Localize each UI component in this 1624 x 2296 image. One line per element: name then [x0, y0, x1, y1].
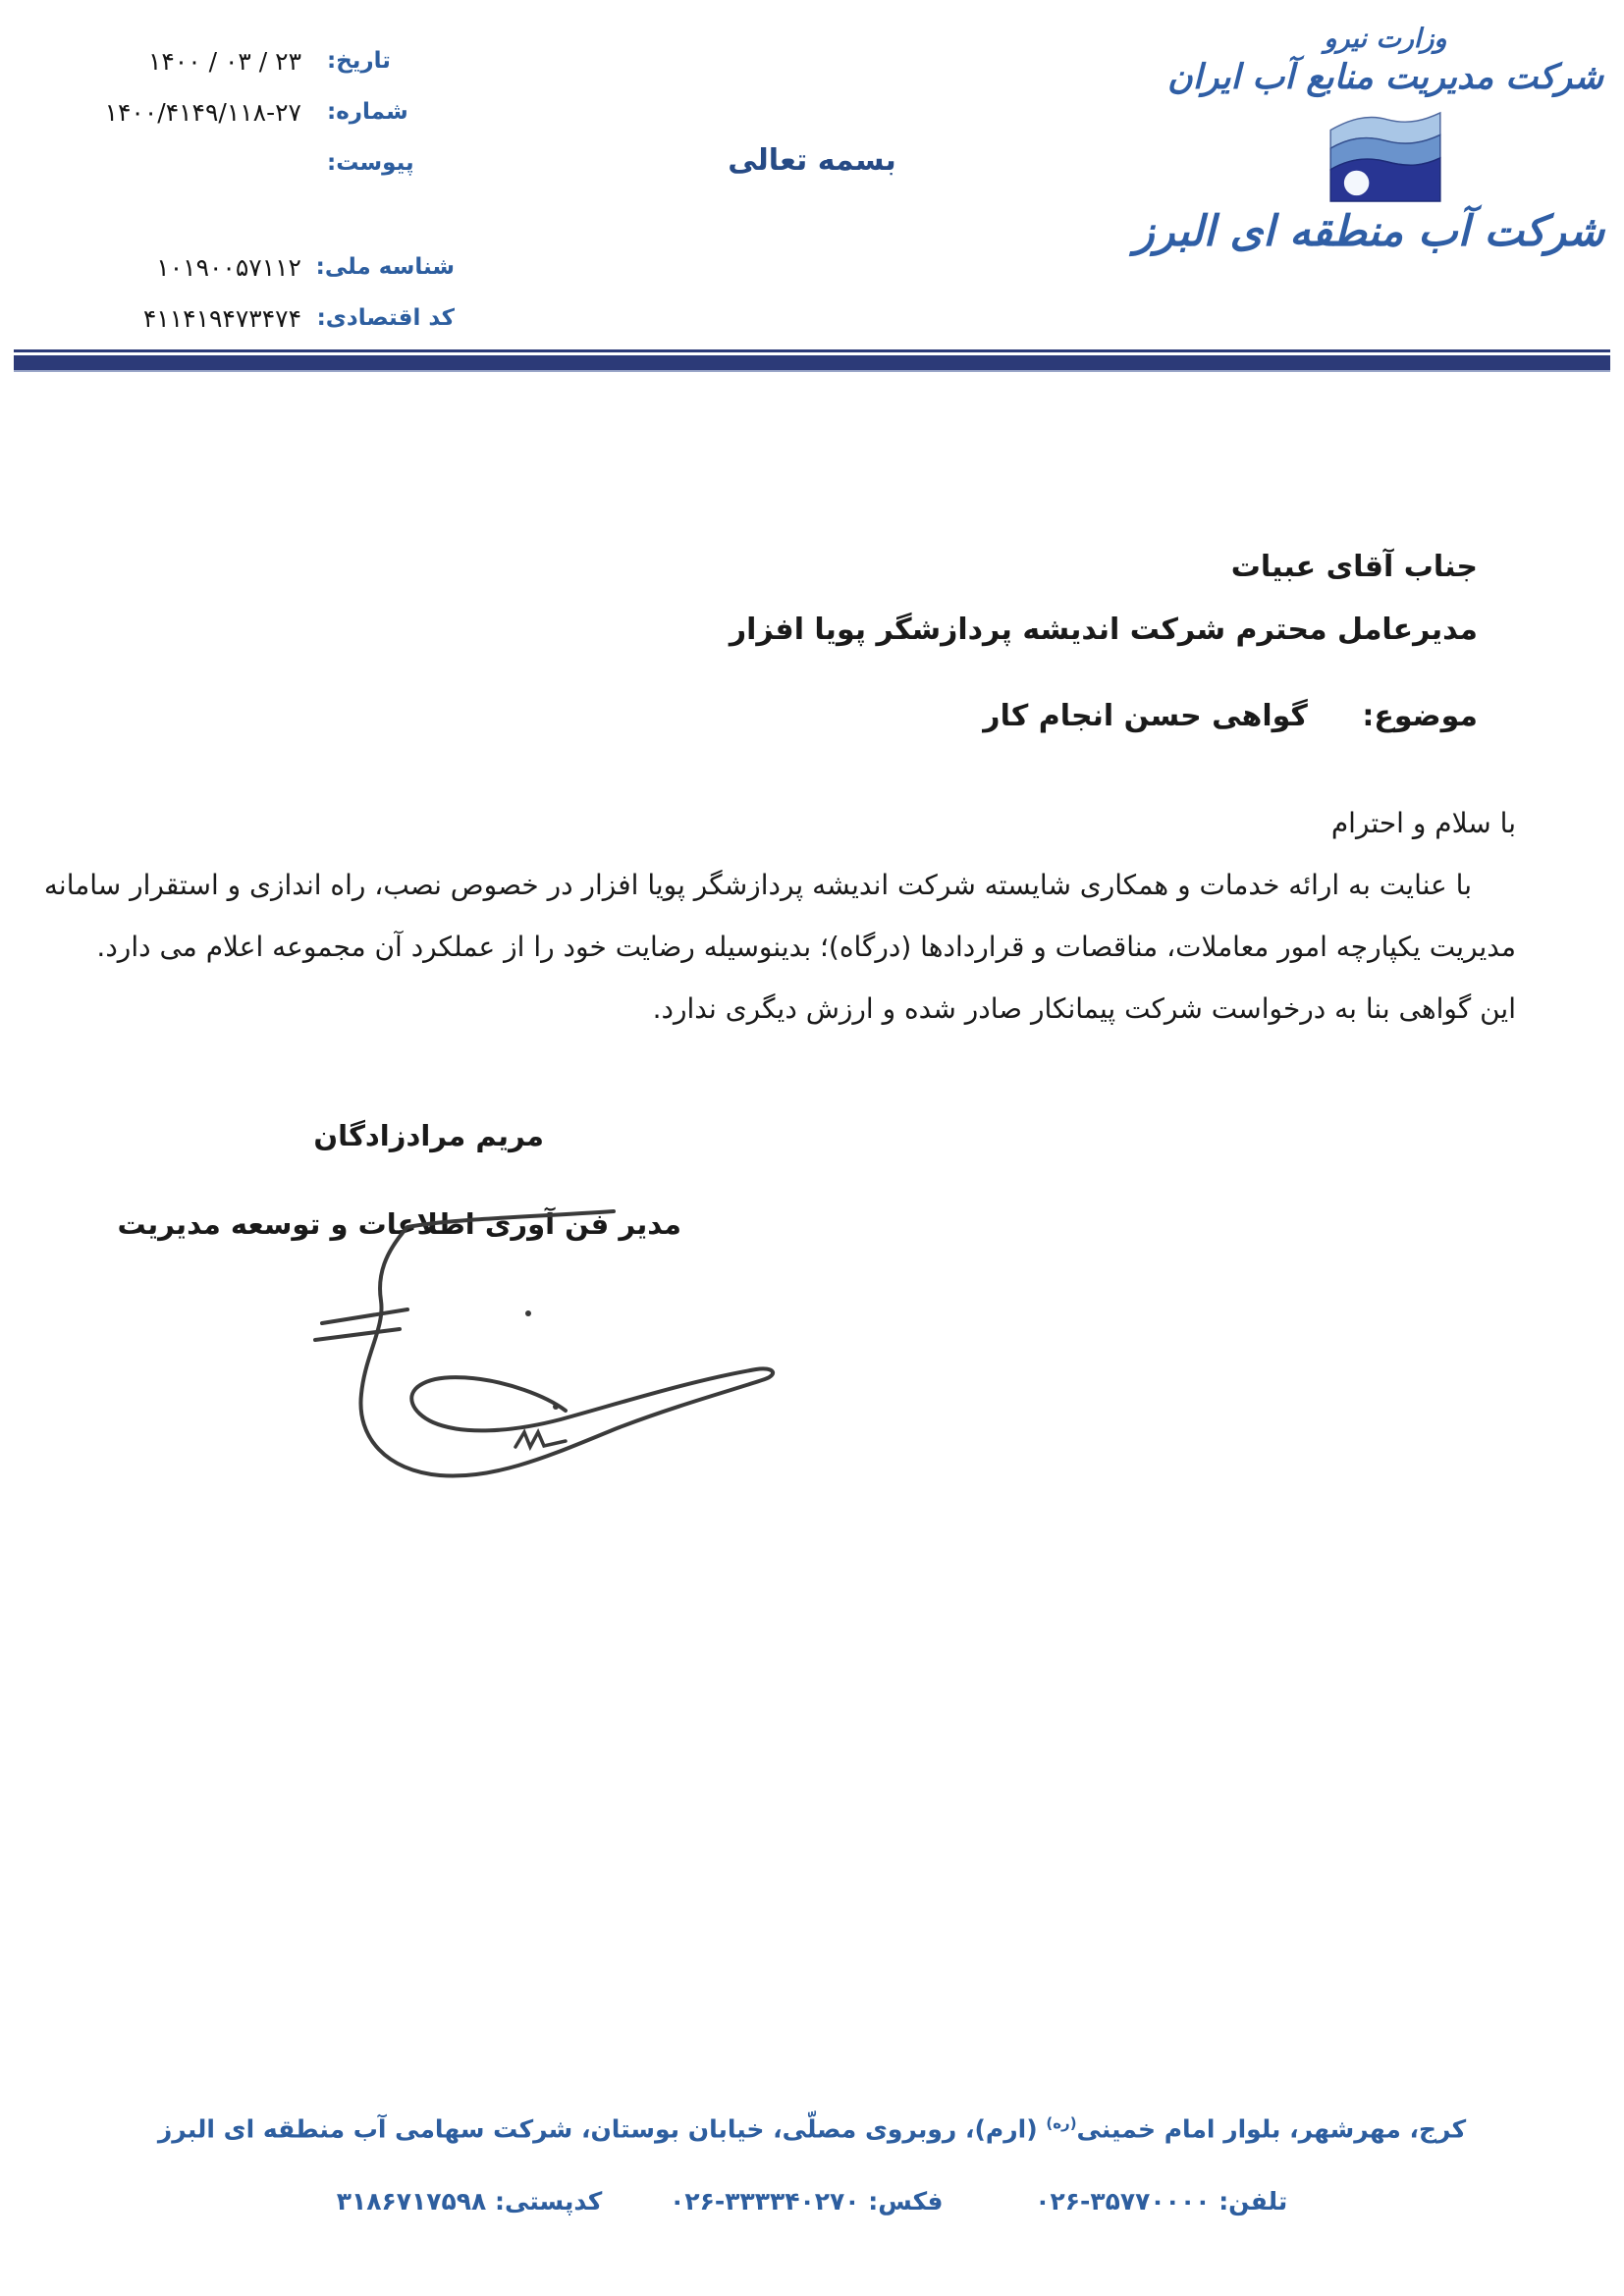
national-id-label: شناسه ملی: — [315, 254, 455, 280]
header-divider-thin-line — [14, 349, 1610, 352]
attachment-label: پیوست: — [327, 150, 414, 176]
paragraph-line-3: این گواهی بنا به درخواست شرکت پیمانکار صادر شده و ارزش دیگری ندارد. — [652, 992, 1516, 1025]
postal-value: ۳۱۸۶۷۱۷۵۹۸ — [336, 2187, 487, 2216]
economic-code-label: کد اقتصادی: — [316, 305, 455, 331]
footer-address-main: کرج، مهرشهر، بلوار امام خمینی — [1076, 2114, 1467, 2144]
fax-label: فکس: — [868, 2187, 944, 2216]
phone-value: ۰۲۶-۳۵۷۷۰۰۰۰ — [1035, 2187, 1211, 2216]
salutation-text: با سلام و احترام — [1330, 807, 1516, 839]
subject-value: گواهی حسن انجام کار — [983, 699, 1308, 733]
phone-label: تلفن: — [1218, 2187, 1288, 2216]
paragraph-line-2: مدیریت یکپارچه امور معاملات، مناقصات و قراردادها (درگاه)؛ بدینوسیله رضایت خود را از عملکرد آن مجموعه اعلام می دارد. — [96, 931, 1516, 963]
postal-label: کدپستی: — [495, 2187, 603, 2216]
addressee-name: جناب آقای عبیات — [1230, 550, 1478, 584]
addressee-title: مدیرعامل محترم شرکت اندیشه پردازشگر پویا افزار — [729, 613, 1478, 647]
footer-address-superscript: (ره) — [1046, 2114, 1077, 2132]
meta-row-national-id — [93, 245, 455, 289]
water-waves-logo-icon — [1327, 109, 1443, 203]
number-value: ۱۴۰۰/۴۱۴۹/۱۱۸-۲۷ — [104, 97, 301, 127]
ministry-name: وزارت نیرو — [1324, 24, 1447, 54]
besmeleh-text: بسمه تعالی — [728, 143, 896, 178]
parent-company-name: شرکت مدیریت منابع آب ایران — [1167, 58, 1603, 97]
footer-fax — [661, 2187, 943, 2216]
paragraph-line-1: با عنایت به ارائه خدمات و همکاری شایسته شرکت اندیشه پردازشگر پویا افزار در خصوص نصب، راه اندازی و استقرار سامانه — [43, 869, 1472, 901]
number-label: شماره: — [327, 99, 408, 125]
date-value: ۱۴۰۰ / ۰۳ / ۲۳ — [147, 46, 301, 76]
handwritten-signature-icon — [231, 1176, 790, 1515]
header-divider-thick-line — [14, 355, 1610, 372]
meta-row-date — [93, 39, 455, 82]
national-id-value: ۱۰۱۹۰۰۵۷۱۱۲ — [156, 252, 301, 282]
regional-company-name: شرکت آب منطقه ای البرز — [1134, 207, 1604, 256]
footer-address-rest: (ارم)، روبروی مصلّی، خیابان بوستان، شرکت سهامی آب منطقه ای البرز — [157, 2114, 1047, 2144]
footer-phone — [1027, 2187, 1288, 2216]
date-label: تاریخ: — [327, 48, 391, 74]
footer-address-line — [0, 2114, 1624, 2143]
subject-label: موضوع: — [1362, 699, 1478, 733]
fax-value: ۰۲۶-۳۳۳۳۴۰۲۷۰ — [670, 2187, 860, 2216]
signer-title: مدیر فن آوری اطلاعات و توسعه مدیریت — [117, 1207, 681, 1241]
logo-circle — [1344, 171, 1369, 195]
meta-row-number — [93, 90, 455, 133]
meta-row-attachment — [93, 141, 455, 185]
footer-contacts-line — [0, 2187, 1624, 2216]
footer-postal-code — [337, 2187, 603, 2216]
meta-row-economic-code — [93, 296, 455, 340]
letterhead-brand — [1134, 24, 1604, 256]
subject-line — [983, 699, 1478, 733]
signer-name: مریم مرادزادگان — [313, 1119, 544, 1152]
economic-code-value: ۴۱۱۴۱۹۴۷۳۴۷۴ — [142, 303, 301, 333]
